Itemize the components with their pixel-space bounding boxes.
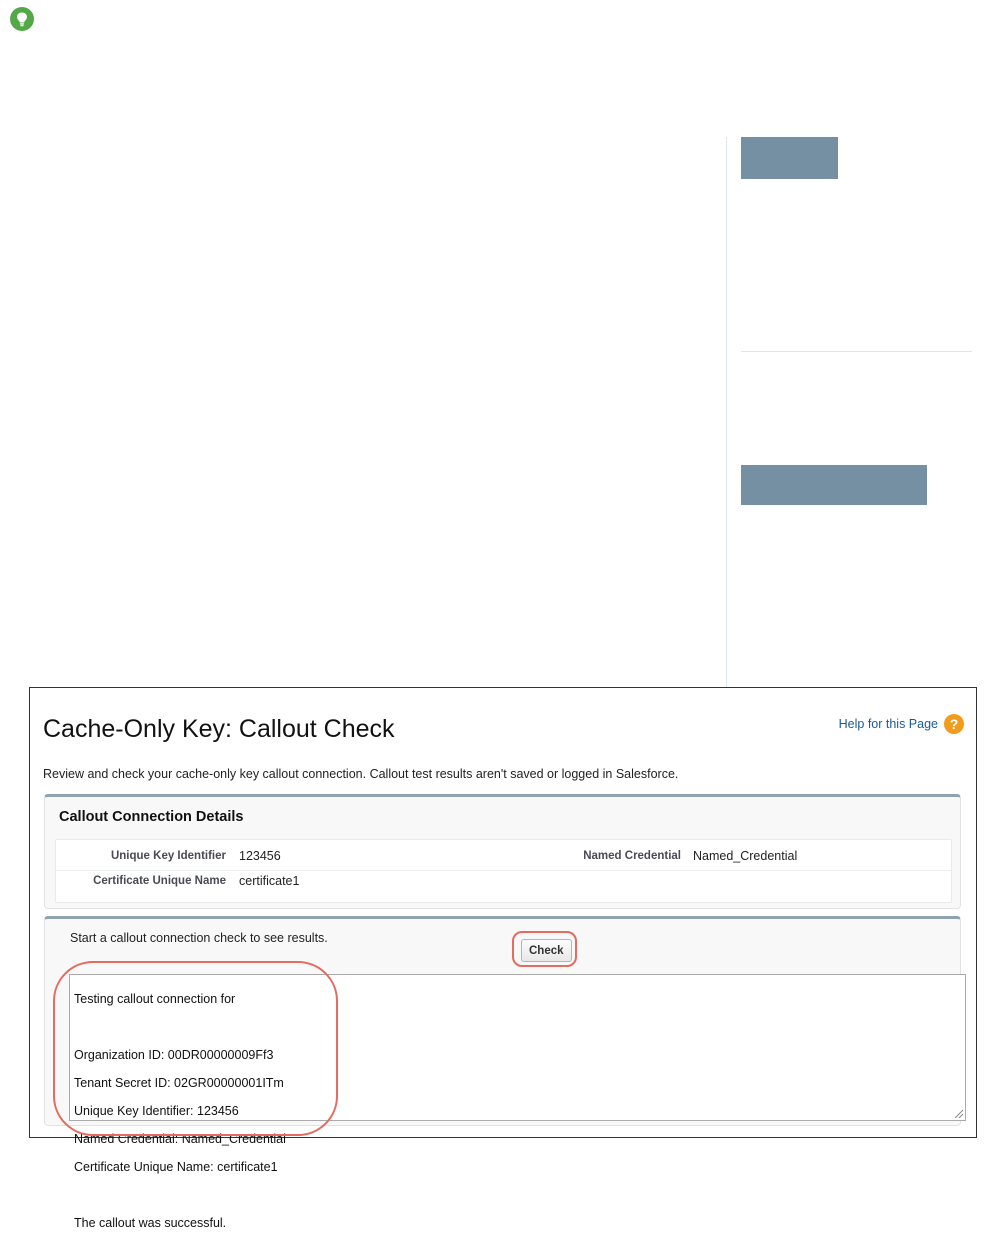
help-link[interactable]: Help for this Page	[838, 717, 938, 731]
callout-check-screenshot	[29, 687, 977, 1230]
highlight-circle	[53, 961, 338, 1136]
sidebar-divider	[726, 137, 727, 697]
page-description: Review and check your cache-only key callout connection. Callout test results aren't saved or logged in Salesforce.	[43, 767, 679, 781]
unique-key-label: Unique Key Identifier	[110, 850, 226, 862]
question-mark-icon[interactable]: ?	[944, 714, 964, 734]
help-link-group[interactable]	[839, 714, 964, 734]
output-line: Organization ID: 00DR00000009Ff3	[74, 1048, 274, 1062]
lightbulb-icon	[10, 7, 34, 31]
check-button[interactable]: Check	[521, 939, 572, 962]
section-heading: Callout Connection Details	[59, 809, 244, 825]
output-line: Certificate Unique Name: certificate1	[74, 1160, 278, 1174]
sidebar-placeholder-block	[741, 137, 838, 179]
certificate-value: certificate1	[239, 874, 300, 888]
output-line: Tenant Secret ID: 02GR00000001ITm	[74, 1076, 284, 1090]
resize-grip-icon[interactable]	[954, 1109, 963, 1118]
check-hint: Start a callout connection check to see results.	[70, 931, 328, 945]
output-line: The callout was successful.	[74, 1216, 227, 1230]
unique-key-value: 123456	[239, 849, 281, 863]
sidebar-separator	[741, 351, 972, 352]
details-row	[56, 846, 951, 871]
certificate-label: Certificate Unique Name	[93, 875, 226, 887]
callout-connection-details-section	[44, 794, 961, 909]
callout-check-section	[44, 916, 961, 1230]
output-blank-line	[74, 1188, 961, 1202]
output-line: Unique Key Identifier: 123456	[74, 1104, 239, 1118]
details-row	[56, 871, 951, 895]
named-credential-label: Named Credential	[583, 850, 681, 862]
page-title: Cache-Only Key: Callout Check	[43, 715, 395, 743]
details-table	[55, 839, 952, 903]
named-credential-value: Named_Credential	[693, 849, 798, 863]
output-line: Named Credential: Named_Credential	[74, 1132, 286, 1146]
output-line: Testing callout connection for	[74, 992, 236, 1006]
sidebar-placeholder-block	[741, 465, 927, 505]
